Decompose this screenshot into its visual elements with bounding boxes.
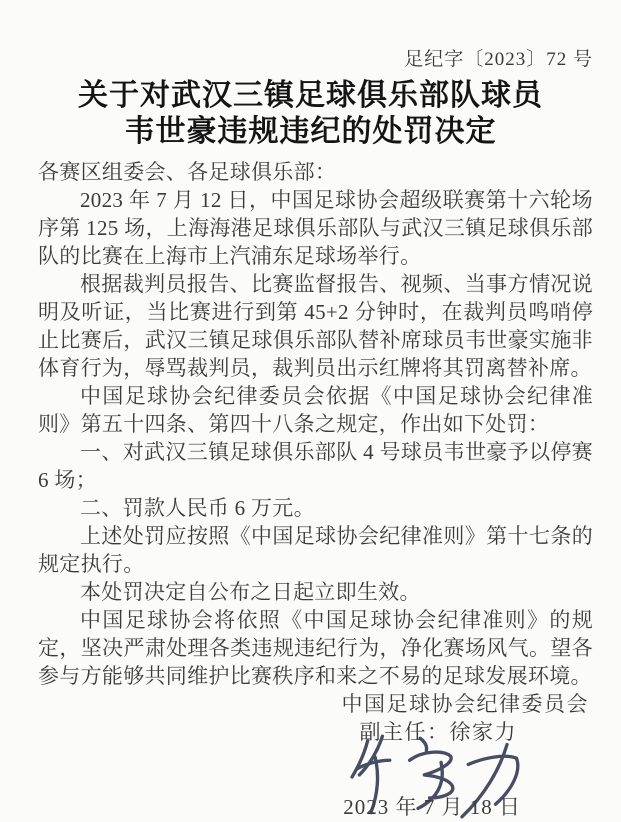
document-date: 2023 年 7 月 18 日 xyxy=(343,795,521,819)
signoff-organization: 中国足球协会纪律委员会 xyxy=(341,692,589,716)
paragraph-penalty-1: 一、对武汉三镇足球俱乐部队 4 号球员韦世豪予以停赛 6 场； xyxy=(38,440,593,492)
paragraph-ruling-basis: 中国足球协会纪律委员会依据《中国足球协会纪律准则》第五十四条、第四十八条之规定，作出如下处罚： xyxy=(38,384,593,436)
document-title-line2: 韦世豪违规违纪的处罚决定 xyxy=(124,115,497,148)
salutation: 各赛区组委会、各足球俱乐部： xyxy=(38,160,337,184)
paragraph-penalty-2: 二、罚款人民币 6 万元。 xyxy=(80,496,315,520)
paragraph-match-info: 2023 年 7 月 12 日，中国足球协会超级联赛第十六轮场序第 125 场，上海海港足球俱乐部队与武汉三镇足球俱乐部队的比赛在上海市上汽浦东足球场举行。 xyxy=(38,188,593,268)
paragraph-effective: 本处罚决定自公布之日起立即生效。 xyxy=(80,580,421,604)
document-body xyxy=(0,158,621,690)
signature-area xyxy=(0,746,621,794)
signoff-deputy-director: 副主任：徐家力 xyxy=(359,720,517,744)
doc-number: 足纪字〔2023〕72 号 xyxy=(404,49,593,70)
document-title-line1: 关于对武汉三镇足球俱乐部队球员 xyxy=(78,79,543,112)
paragraph-incident: 根据裁判员报告、比赛监督报告、视频、当事方情况说明及听证，当比赛进行到第 45+2 分钟时，在裁判员鸣哨停止比赛后，武汉三镇足球俱乐部队替补席球员韦世豪实施非体育行为，辱骂裁判员，裁判员出示红牌将其罚离替补席。 xyxy=(38,272,593,380)
paragraph-execution: 上述处罚应按照《中国足球协会纪律准则》第十七条的规定执行。 xyxy=(38,524,593,576)
paragraph-closing: 中国足球协会将依照《中国足球协会纪律准则》的规定，坚决严肃处理各类违规违纪行为，净化赛场风气。望各参与方能够共同维护比赛秩序和来之不易的足球发展环境。 xyxy=(38,608,593,688)
document-title xyxy=(0,78,621,150)
